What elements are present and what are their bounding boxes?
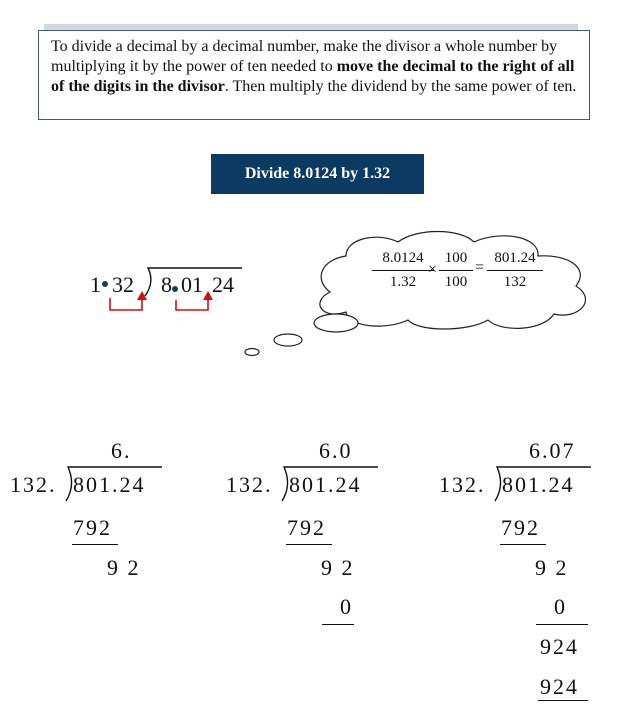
step2-dividend: 801.24 [289, 472, 362, 497]
step1-underline-1 [72, 544, 118, 545]
step1-line-1: 792 [73, 515, 112, 540]
step2-underline-1 [286, 544, 332, 545]
step2-quotient: 6.0 [319, 438, 353, 463]
step1-quotient: 6. [111, 438, 132, 463]
cloud-den-2: 100 [444, 274, 468, 290]
step2-divisor: 132. [226, 472, 273, 497]
step2-line-2: 9 2 [321, 555, 355, 580]
instruction-text-bold: move the decimal to the right of all of the digits in the divisor [51, 58, 575, 95]
step2-underline-2 [322, 624, 354, 625]
step3-line-3: 0 [554, 594, 567, 619]
cloud-num-1: 8.0124 [382, 250, 424, 266]
step3-underline-1 [500, 544, 546, 545]
cloud-den-3: 132 [503, 274, 527, 290]
cloud-equals-sign: = [475, 259, 485, 276]
cloud-fraction-1 [372, 250, 434, 291]
step2-line-3: 0 [340, 594, 353, 619]
step3-underline-2 [536, 624, 588, 625]
setup-dividend-mid: 01 [181, 272, 203, 297]
step3-line-1: 792 [501, 515, 540, 540]
setup-dividend-end: 24 [212, 272, 234, 297]
instruction-box [38, 30, 590, 120]
step1-divisor: 132. [10, 472, 57, 497]
setup-divisor-int: 1 [90, 272, 101, 297]
cloud-times-sign: × [428, 261, 438, 278]
step3-line-4: 924 [540, 634, 579, 659]
step1-dividend: 801.24 [73, 472, 146, 497]
step3-underline-3 [538, 700, 588, 701]
step3-quotient: 6.07 [529, 438, 576, 463]
setup-divisor-frac: 32 [112, 272, 134, 297]
cloud-num-3: 801.24 [494, 250, 536, 266]
cloud-num-2: 100 [444, 250, 468, 266]
problem-title: Divide 8.0124 by 1.32 [211, 154, 424, 194]
step3-divisor: 132. [439, 472, 486, 497]
setup-division-bracket [100, 258, 250, 318]
setup-dividend-int: 8 [161, 272, 172, 297]
thought-cloud [238, 228, 608, 358]
cloud-den-1: 1.32 [389, 274, 417, 290]
step1-line-2: 9 2 [107, 555, 141, 580]
instruction-text-2: . Then multiply the dividend by the same power of ten. [224, 78, 577, 95]
step2-line-1: 792 [287, 515, 326, 540]
cloud-fraction-3 [487, 250, 543, 291]
step3-dividend: 801.24 [502, 472, 575, 497]
cloud-fraction-2 [439, 250, 473, 291]
step3-line-5: 924 [540, 674, 579, 699]
instruction-text-1: To divide a decimal by a decimal number, make the divisor a whole number by multiplying it by the power of ten needed to [51, 38, 558, 75]
step3-line-2: 9 2 [535, 555, 569, 580]
